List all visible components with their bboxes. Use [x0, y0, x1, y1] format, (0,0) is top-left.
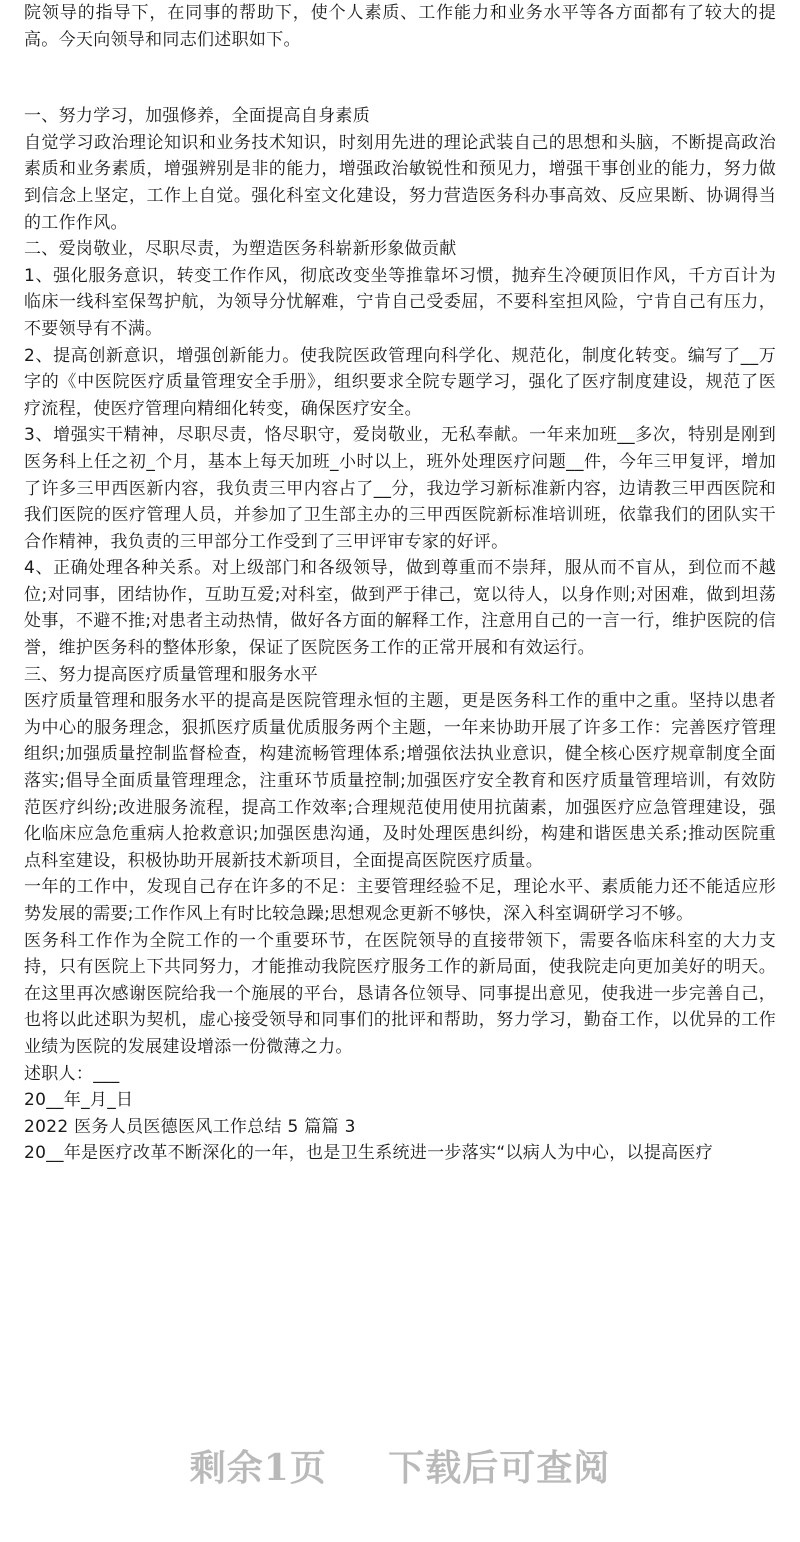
download-to-view-label: 下载后可查阅 — [388, 1447, 611, 1489]
section-heading-3: 三、努力提高医疗质量管理和服务水平 — [24, 664, 319, 685]
section-heading-1: 一、努力学习，加强修养，全面提高自身素质 — [24, 106, 370, 127]
next-article-title: 2022 医务人员医德医风工作总结 5 篇篇 3 — [24, 1116, 356, 1137]
date-line: 20__年_月_日 — [24, 1090, 134, 1111]
paragraph: 2、提高创新意识，增强创新能力。使我院医政管理向科学化、规范化，制度化转变。编写了__万字的《中医院医疗质量管理安全手册》，组织要求全院专题学习，强化了医疗制度建设，规范了医疗流程，使医疗管理向精细化转变，确保医疗安全。 — [24, 345, 776, 419]
paragraph: 医务科工作作为全院工作的一个重要环节，在医院领导的直接带领下，需要各临床科室的大力支持，只有医院上下共同努力，才能推动我院医疗服务工作的新局面，使我院走向更加美好的明天。在这里再次感谢医院给我一个施展的平台，恳请各位领导、同事提出意见，使我进一步完善自己，也将以此述职为契机，虚心接受领导和同事们的批评和帮助，努力学习，勤奋工作，以优异的工作业绩为医院的发展建设增添一份微薄之力。 — [24, 930, 776, 1057]
blank-space — [24, 53, 776, 103]
signature-line: 述职人：___ — [24, 1063, 120, 1084]
paragraph-intro: 院领导的指导下，在同事的帮助下，使个人素质、工作能力和业务水平等各方面都有了较大的提高。今天向领导和同志们述职如下。 — [24, 3, 776, 50]
paragraph: 20__年是医疗改革不断深化的一年，也是卫生系统进一步落实“以病人为中心，以提高医疗 — [24, 1143, 714, 1164]
section-heading-2: 二、爱岗敬业，尽职尽责，为塑造医务科崭新形象做贡献 — [24, 239, 457, 260]
paragraph: 一年的工作中，发现自己存在许多的不足：主要管理经验不足，理论水平、素质能力还不能适应形势发展的需要;工作作风上有时比较急躁;思想观念更新不够快，深入科室调研学习不够。 — [24, 877, 776, 924]
document-body — [24, 0, 776, 1167]
remaining-pages-label: 剩余1页 — [189, 1447, 327, 1489]
download-banner[interactable] — [0, 1440, 800, 1491]
paragraph: 医疗质量管理和服务水平的提高是医院管理永恒的主题，更是医务科工作的重中之重。坚持以患者为中心的服务理念，狠抓医疗质量优质服务两个主题，一年来协助开展了许多工作：完善医疗管理组织;加强质量控制监督检查，构建流畅管理体系;增强依法执业意识，健全核心医疗规章制度全面落实;倡导全面质量管理理念，注重环节质量控制;加强医疗安全教育和医疗质量管理培训，有效防范医疗纠纷;改进服务流程，提高工作效率;合理规范使用使用抗菌素，加强医疗应急管理建设，强化临床应急危重病人抢救意识;加强医患沟通，及时处理医患纠纷，构建和谐医患关系;推动医院重点科室建设，积极协助开展新技术新项目，全面提高医院医疗质量。 — [24, 691, 776, 871]
paragraph: 3、增强实干精神，尽职尽责，恪尽职守，爱岗敬业，无私奉献。一年来加班__多次，特别是刚到医务科上任之初_个月，基本上每天加班_小时以上，班外处理医疗问题__件，今年三甲复评，增加了许多三甲西医新内容，我负责三甲内容占了__分，我边学习新标准新内容，边请教三甲西医院和我们医院的医疗管理人员，并参加了卫生部主办的三甲西医院新标准培训班，依靠我们的团队实干合作精神，我负责的三甲部分工作受到了三甲评审专家的好评。 — [24, 425, 776, 552]
paragraph: 自觉学习政治理论知识和业务技术知识，时刻用先进的理论武装自己的思想和头脑，不断提高政治素质和业务素质，增强辨别是非的能力，增强政治敏锐性和预见力，增强干事创业的能力，努力做到信念上坚定，工作上自觉。强化科室文化建设，努力营造医务科办事高效、反应果断、协调得当的工作作风。 — [24, 132, 776, 233]
paragraph: 4、正确处理各种关系。对上级部门和各级领导，做到尊重而不崇拜，服从而不盲从，到位而不越位;对同事，团结协作，互助互爱;对科室，做到严于律己，宽以待人，以身作则;对困难，做到坦荡处事，不避不推;对患者主动热情，做好各方面的解释工作，注意用自己的一言一行，维护医院的信誉，维护医务科的整体形象，保证了医院医务工作的正常开展和有效运行。 — [24, 558, 776, 659]
paragraph: 1、强化服务意识，转变工作作风，彻底改变坐等推靠坏习惯，抛弃生冷硬顶旧作风，千方百计为临床一线科室保驾护航，为领导分忧解难，宁肯自己受委屈，不要科室担风险，宁肯自己有压力，不要领导有不满。 — [24, 265, 776, 339]
